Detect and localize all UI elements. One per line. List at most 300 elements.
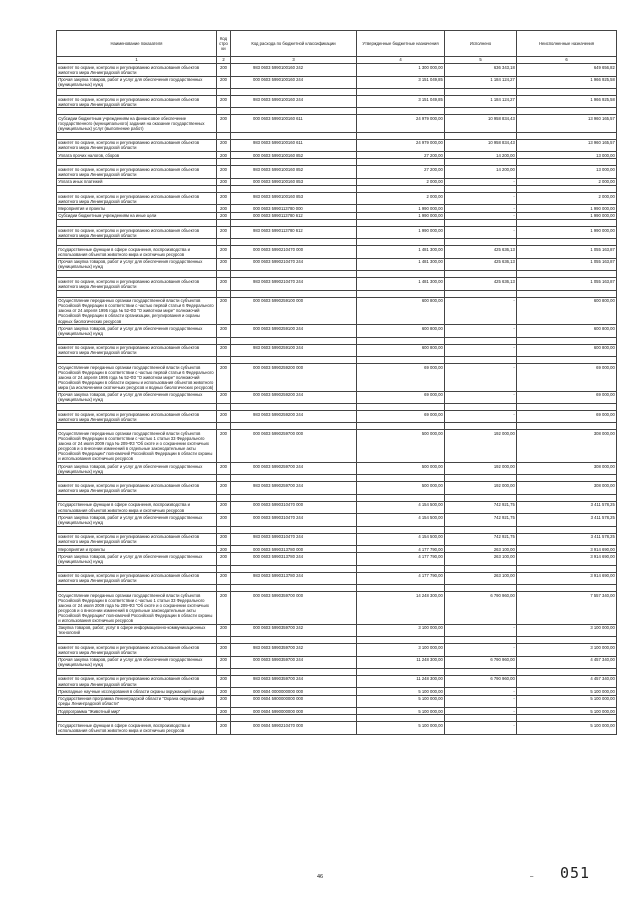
spacer-cell — [231, 475, 357, 482]
row-approved: 69 000,00 — [357, 391, 445, 403]
row-approved: 5 100 000,00 — [357, 688, 445, 695]
spacer-cell — [445, 475, 517, 482]
table-row — [57, 644, 617, 656]
row-line-code: 200 — [217, 707, 231, 714]
spacer-row — [57, 337, 617, 344]
table-row — [57, 514, 617, 526]
spacer-row — [57, 132, 617, 139]
row-remaining: 13 960 165,57 — [517, 115, 617, 132]
row-remaining: 5 100 000,00 — [517, 688, 617, 695]
row-line-code: 200 — [217, 675, 231, 687]
row-name: Прочая закупка товаров, работ и услуг для обеспечения государственных (муниципальных) нужд — [57, 76, 217, 88]
row-approved: 4 177 790,00 — [357, 545, 445, 552]
row-remaining: 3 914 690,00 — [517, 553, 617, 565]
spacer-cell — [517, 186, 617, 193]
spacer-cell — [57, 668, 217, 675]
row-budget-code: 000 0603 5990259200 244 — [231, 391, 357, 403]
spacer-row — [57, 159, 617, 166]
spacer-cell — [445, 220, 517, 227]
row-remaining: 69 000,00 — [517, 363, 617, 391]
spacer-cell — [57, 159, 217, 166]
table-row — [57, 205, 617, 212]
row-executed: 6 790 960,00 — [445, 592, 517, 625]
row-executed: 263 100,00 — [445, 545, 517, 552]
table-row — [57, 115, 617, 132]
row-approved: 24 979 000,00 — [357, 115, 445, 132]
row-remaining: 4 457 340,00 — [517, 656, 617, 668]
row-executed: 10 958 834,43 — [445, 139, 517, 151]
spacer-row — [57, 88, 617, 95]
row-executed: 1 184 124,27 — [445, 95, 517, 107]
column-index: 2 — [217, 57, 231, 64]
spacer-cell — [57, 403, 217, 410]
spacer-row — [57, 494, 617, 501]
row-executed: 192 000,00 — [445, 430, 517, 463]
row-name: комитет по охране, контролю и регулированию использования объектов животного мира Ленинградской области — [57, 344, 217, 356]
spacer-cell — [57, 423, 217, 430]
spacer-cell — [217, 565, 231, 572]
row-name: комитет по охране, контролю и регулированию использования объектов животного мира Ленинградской области — [57, 533, 217, 545]
spacer-cell — [445, 132, 517, 139]
row-line-code: 200 — [217, 545, 231, 552]
row-line-code: 200 — [217, 514, 231, 526]
spacer-cell — [357, 637, 445, 644]
spacer-cell — [217, 356, 231, 363]
spacer-cell — [357, 423, 445, 430]
spacer-cell — [217, 715, 231, 722]
row-approved: 11 248 300,00 — [357, 675, 445, 687]
spacer-cell — [517, 337, 617, 344]
table-row — [57, 592, 617, 625]
spacer-row — [57, 271, 617, 278]
row-approved: 4 177 790,00 — [357, 572, 445, 584]
table-row — [57, 178, 617, 185]
row-approved: 600 800,00 — [357, 297, 445, 325]
spacer-row — [57, 239, 617, 246]
row-name: Прочая закупка товаров, работ и услуг для обеспечения государственных (муниципальных) нужд — [57, 463, 217, 475]
row-line-code: 200 — [217, 95, 231, 107]
header-line-code: Код стро ки — [217, 31, 231, 57]
row-approved: 2 000,00 — [357, 193, 445, 205]
spacer-cell — [357, 715, 445, 722]
spacer-cell — [57, 186, 217, 193]
table-row — [57, 482, 617, 494]
table-row — [57, 152, 617, 159]
spacer-cell — [57, 637, 217, 644]
table-row — [57, 76, 617, 88]
row-remaining: 3 914 690,00 — [517, 545, 617, 552]
spacer-cell — [445, 290, 517, 297]
row-line-code: 200 — [217, 297, 231, 325]
spacer-cell — [517, 715, 617, 722]
row-approved: 3 151 049,85 — [357, 95, 445, 107]
spacer-cell — [217, 494, 231, 501]
row-name: Государственные функции в сфере сохранения, воспроизводства и использования объектов животного мира и охотничьих ресурсов — [57, 246, 217, 258]
column-index: 1 — [57, 57, 217, 64]
row-budget-code: 000 0603 5990210470 000 — [231, 246, 357, 258]
row-line-code: 200 — [217, 166, 231, 178]
row-executed: - — [445, 391, 517, 403]
row-remaining: 1 990 000,00 — [517, 227, 617, 239]
page-stamp-number: 051 — [560, 864, 591, 882]
table-row — [57, 533, 617, 545]
row-approved: 1 481 300,00 — [357, 246, 445, 258]
spacer-cell — [57, 290, 217, 297]
spacer-cell — [57, 494, 217, 501]
spacer-cell — [357, 494, 445, 501]
spacer-cell — [445, 356, 517, 363]
row-budget-code: 983 0603 5990310470 244 — [231, 533, 357, 545]
row-budget-code: 000 0603 5990100160 611 — [231, 115, 357, 132]
row-name: Государственные функции в сфере сохранения, воспроизводства и использования объектов животного мира и охотничьих ресурсов — [57, 722, 217, 734]
spacer-cell — [445, 668, 517, 675]
spacer-cell — [217, 108, 231, 115]
row-remaining: 4 457 340,00 — [517, 675, 617, 687]
spacer-cell — [231, 526, 357, 533]
row-approved: 500 000,00 — [357, 482, 445, 494]
spacer-cell — [445, 585, 517, 592]
spacer-cell — [231, 637, 357, 644]
spacer-cell — [231, 271, 357, 278]
row-executed: - — [445, 227, 517, 239]
spacer-cell — [231, 423, 357, 430]
table-row — [57, 344, 617, 356]
row-budget-code: 000 0603 5990310470 000 — [231, 501, 357, 513]
column-index-row — [57, 57, 617, 64]
row-remaining: 69 000,00 — [517, 410, 617, 422]
row-budget-code: 000 0603 5990259700 244 — [231, 463, 357, 475]
table-row — [57, 707, 617, 714]
row-name: комитет по охране, контролю и регулированию использования объектов животного мира Ленинградской области — [57, 410, 217, 422]
spacer-cell — [445, 88, 517, 95]
row-approved: 1 481 300,00 — [357, 258, 445, 270]
spacer-cell — [217, 526, 231, 533]
spacer-cell — [517, 403, 617, 410]
row-executed: - — [445, 695, 517, 707]
table-row — [57, 545, 617, 552]
row-executed: - — [445, 178, 517, 185]
spacer-cell — [357, 403, 445, 410]
column-index: 6 — [517, 57, 617, 64]
row-remaining: 1 055 163,87 — [517, 246, 617, 258]
row-line-code: 200 — [217, 212, 231, 219]
row-name: комитет по охране, контролю и регулированию использования объектов животного мира Ленинградской области — [57, 482, 217, 494]
row-name: Мероприятия и проекты — [57, 205, 217, 212]
row-line-code: 200 — [217, 64, 231, 76]
row-remaining: 3 411 578,25 — [517, 501, 617, 513]
table-row — [57, 166, 617, 178]
row-remaining: 69 000,00 — [517, 391, 617, 403]
spacer-cell — [57, 565, 217, 572]
row-budget-code: 000 0604 5900000000 000 — [231, 695, 357, 707]
row-approved: 1 300 000,00 — [357, 64, 445, 76]
row-line-code: 200 — [217, 688, 231, 695]
header-name: Наименование показателя — [57, 31, 217, 57]
spacer-row — [57, 526, 617, 533]
row-name: Мероприятия и проекты — [57, 545, 217, 552]
row-budget-code: 983 0603 5990259200 244 — [231, 410, 357, 422]
row-executed: 425 636,13 — [445, 278, 517, 290]
row-executed: 14 200,00 — [445, 166, 517, 178]
row-approved: 1 481 300,00 — [357, 278, 445, 290]
row-budget-code: 000 0603 5990100160 853 — [231, 178, 357, 185]
row-remaining: 3 100 000,00 — [517, 624, 617, 636]
row-name: комитет по охране, контролю и регулированию использования объектов животного мира Ленинградской области — [57, 193, 217, 205]
row-executed: 14 200,00 — [445, 152, 517, 159]
table-row — [57, 193, 617, 205]
row-approved: 3 151 049,85 — [357, 76, 445, 88]
spacer-cell — [357, 108, 445, 115]
spacer-cell — [231, 220, 357, 227]
row-name: Государственные функции в сфере сохранения, воспроизводства и использования объектов животного мира и охотничьих ресурсов — [57, 501, 217, 513]
row-remaining: 3 914 690,00 — [517, 572, 617, 584]
spacer-cell — [517, 494, 617, 501]
spacer-cell — [217, 475, 231, 482]
spacer-row — [57, 220, 617, 227]
table-row — [57, 553, 617, 565]
spacer-cell — [217, 186, 231, 193]
row-name: комитет по охране, контролю и регулированию использования объектов животного мира Ленинградской области — [57, 95, 217, 107]
spacer-cell — [517, 108, 617, 115]
row-remaining: 308 000,00 — [517, 430, 617, 463]
row-remaining: 1 990 000,00 — [517, 205, 617, 212]
spacer-row — [57, 186, 617, 193]
spacer-cell — [445, 403, 517, 410]
spacer-cell — [231, 494, 357, 501]
row-executed: 425 636,13 — [445, 246, 517, 258]
spacer-cell — [517, 585, 617, 592]
table-row — [57, 688, 617, 695]
spacer-cell — [357, 239, 445, 246]
spacer-cell — [445, 494, 517, 501]
spacer-row — [57, 356, 617, 363]
spacer-cell — [217, 132, 231, 139]
spacer-cell — [57, 108, 217, 115]
row-line-code: 200 — [217, 644, 231, 656]
table-row — [57, 675, 617, 687]
row-executed: - — [445, 325, 517, 337]
page-number: 46 — [316, 874, 324, 880]
row-name: Осуществление переданных органам государственной власти субъектов Российской Федерации в соответствии с частью 1 статьи 33 Федерального закона от 24 июля 2009 года № 209-ФЗ "Об охоте и о сохранении охотничьих ресурсов и о внесении изменений в отдельные законодательные акты Российской Федерации" полномочий Российской Федерации в области охраны и использования охотничьих ресурсов — [57, 430, 217, 463]
row-executed: 10 958 834,43 — [445, 115, 517, 132]
spacer-cell — [445, 565, 517, 572]
spacer-cell — [57, 715, 217, 722]
row-approved: 1 990 000,00 — [357, 205, 445, 212]
row-executed: 6 790 960,00 — [445, 656, 517, 668]
row-budget-code: 000 0603 5990259100 244 — [231, 325, 357, 337]
table-row — [57, 695, 617, 707]
row-line-code: 200 — [217, 115, 231, 132]
row-remaining: 5 100 000,00 — [517, 695, 617, 707]
row-remaining: 1 055 163,87 — [517, 258, 617, 270]
spacer-cell — [357, 220, 445, 227]
row-name: Прочая закупка товаров, работ и услуг для обеспечения государственных (муниципальных) нужд — [57, 391, 217, 403]
column-index: 5 — [445, 57, 517, 64]
spacer-cell — [57, 220, 217, 227]
row-budget-code: 000 0603 5990100160 244 — [231, 76, 357, 88]
row-name: Прочая закупка товаров, работ и услуг для обеспечения государственных (муниципальных) нужд — [57, 258, 217, 270]
row-executed: - — [445, 688, 517, 695]
spacer-cell — [217, 585, 231, 592]
row-executed: - — [445, 193, 517, 205]
spacer-row — [57, 637, 617, 644]
table-row — [57, 258, 617, 270]
spacer-cell — [357, 668, 445, 675]
row-executed: 636 343,18 — [445, 64, 517, 76]
row-approved: 11 248 300,00 — [357, 656, 445, 668]
table-row — [57, 227, 617, 239]
spacer-cell — [357, 337, 445, 344]
spacer-cell — [217, 423, 231, 430]
spacer-cell — [517, 132, 617, 139]
row-budget-code: 000 0604 5990000000 000 — [231, 707, 357, 714]
spacer-cell — [231, 337, 357, 344]
spacer-row — [57, 475, 617, 482]
table-row — [57, 246, 617, 258]
row-name: комитет по охране, контролю и регулированию использования объектов животного мира Ленинградской области — [57, 675, 217, 687]
header-approved: Утвержденные бюджетные назначения — [357, 31, 445, 57]
row-name: Субсидии бюджетным учреждениям на иные цели — [57, 212, 217, 219]
spacer-cell — [57, 132, 217, 139]
row-remaining: 600 800,00 — [517, 297, 617, 325]
row-approved: 5 100 000,00 — [357, 722, 445, 734]
spacer-cell — [445, 108, 517, 115]
row-line-code: 200 — [217, 592, 231, 625]
spacer-cell — [231, 403, 357, 410]
spacer-cell — [517, 637, 617, 644]
spacer-cell — [517, 565, 617, 572]
row-executed: 263 100,00 — [445, 572, 517, 584]
column-index: 4 — [357, 57, 445, 64]
table-row — [57, 363, 617, 391]
row-executed: - — [445, 644, 517, 656]
spacer-row — [57, 715, 617, 722]
spacer-cell — [231, 186, 357, 193]
spacer-row — [57, 290, 617, 297]
spacer-cell — [357, 526, 445, 533]
row-name: Прочая закупка товаров, работ и услуг для обеспечения государственных (муниципальных) нужд — [57, 553, 217, 565]
row-budget-code: 983 0603 5990100160 853 — [231, 193, 357, 205]
row-budget-code: 000 0603 5990259100 000 — [231, 297, 357, 325]
row-remaining: 308 000,00 — [517, 463, 617, 475]
spacer-row — [57, 423, 617, 430]
row-line-code: 200 — [217, 152, 231, 159]
row-budget-code: 000 0603 5990359700 000 — [231, 592, 357, 625]
row-budget-code: 983 0603 5990359700 242 — [231, 644, 357, 656]
row-executed: - — [445, 722, 517, 734]
row-line-code: 200 — [217, 278, 231, 290]
row-approved: 4 154 500,00 — [357, 514, 445, 526]
row-line-code: 200 — [217, 344, 231, 356]
row-name: Прочая закупка товаров, работ и услуг для обеспечения государственных (муниципальных) нужд — [57, 656, 217, 668]
row-approved: 600 800,00 — [357, 344, 445, 356]
row-name: Уплата иных платежей — [57, 178, 217, 185]
row-line-code: 200 — [217, 695, 231, 707]
row-budget-code: 000 0603 5990259700 000 — [231, 430, 357, 463]
row-budget-code: 000 0603 5990210470 244 — [231, 258, 357, 270]
spacer-cell — [357, 356, 445, 363]
spacer-cell — [217, 403, 231, 410]
spacer-cell — [231, 88, 357, 95]
spacer-cell — [517, 423, 617, 430]
row-line-code: 200 — [217, 391, 231, 403]
spacer-row — [57, 565, 617, 572]
row-approved: 4 154 500,00 — [357, 533, 445, 545]
table-row — [57, 572, 617, 584]
row-budget-code: 983 0603 5990259700 244 — [231, 482, 357, 494]
spacer-cell — [357, 271, 445, 278]
spacer-cell — [445, 271, 517, 278]
row-remaining: 5 100 000,00 — [517, 707, 617, 714]
row-remaining: 2 000,00 — [517, 193, 617, 205]
row-line-code: 200 — [217, 246, 231, 258]
row-line-code: 200 — [217, 76, 231, 88]
row-executed: 425 636,13 — [445, 258, 517, 270]
spacer-cell — [217, 271, 231, 278]
spacer-cell — [57, 271, 217, 278]
row-line-code: 200 — [217, 430, 231, 463]
row-budget-code: 983 0603 5990100160 611 — [231, 139, 357, 151]
spacer-cell — [517, 220, 617, 227]
row-line-code: 200 — [217, 482, 231, 494]
spacer-cell — [217, 668, 231, 675]
row-approved: 69 000,00 — [357, 410, 445, 422]
row-name: Подпрограмма "Животный мир" — [57, 707, 217, 714]
row-remaining: 1 966 925,58 — [517, 76, 617, 88]
row-line-code: 200 — [217, 553, 231, 565]
row-remaining: 13 000,00 — [517, 166, 617, 178]
row-name: комитет по охране, контролю и регулированию использования объектов животного мира Ленинградской области — [57, 278, 217, 290]
report-page — [56, 30, 616, 735]
row-name: Субсидии бюджетным учреждениям на финансовое обеспечение государственного (муниципального) задания на оказание государственных (муниципальных) услуг (выполнение работ) — [57, 115, 217, 132]
row-budget-code: 983 0603 5990100160 242 — [231, 64, 357, 76]
table-row — [57, 430, 617, 463]
table-row — [57, 64, 617, 76]
spacer-cell — [231, 108, 357, 115]
row-approved: 27 200,00 — [357, 166, 445, 178]
spacer-row — [57, 403, 617, 410]
spacer-cell — [445, 337, 517, 344]
row-approved: 69 000,00 — [357, 363, 445, 391]
row-line-code: 200 — [217, 258, 231, 270]
row-line-code: 200 — [217, 463, 231, 475]
row-budget-code: 000 0603 5990313780 000 — [231, 545, 357, 552]
row-budget-code: 000 0603 5990113780 000 — [231, 205, 357, 212]
spacer-cell — [445, 159, 517, 166]
row-name: Государственная программа Ленинградской области "Охрана окружающей среды Ленинградской области" — [57, 695, 217, 707]
row-line-code: 200 — [217, 572, 231, 584]
row-approved: 5 100 000,00 — [357, 695, 445, 707]
row-name: Закупка товаров, работ, услуг в сфере информационно-коммуникационных технологий — [57, 624, 217, 636]
row-line-code: 200 — [217, 178, 231, 185]
row-budget-code: 000 0604 5990210470 000 — [231, 722, 357, 734]
row-name: комитет по охране, контролю и регулированию использования объектов животного мира Ленинградской области — [57, 139, 217, 151]
row-line-code: 200 — [217, 656, 231, 668]
column-index: 3 — [231, 57, 357, 64]
budget-execution-table — [56, 30, 617, 735]
row-executed: 192 000,00 — [445, 463, 517, 475]
spacer-cell — [217, 239, 231, 246]
row-budget-code: 983 0603 5990259100 244 — [231, 344, 357, 356]
spacer-cell — [231, 132, 357, 139]
row-budget-code: 000 0604 0000000000 000 — [231, 688, 357, 695]
spacer-cell — [357, 290, 445, 297]
spacer-cell — [357, 159, 445, 166]
row-line-code: 200 — [217, 501, 231, 513]
table-row — [57, 722, 617, 734]
row-executed: - — [445, 363, 517, 391]
spacer-cell — [445, 715, 517, 722]
